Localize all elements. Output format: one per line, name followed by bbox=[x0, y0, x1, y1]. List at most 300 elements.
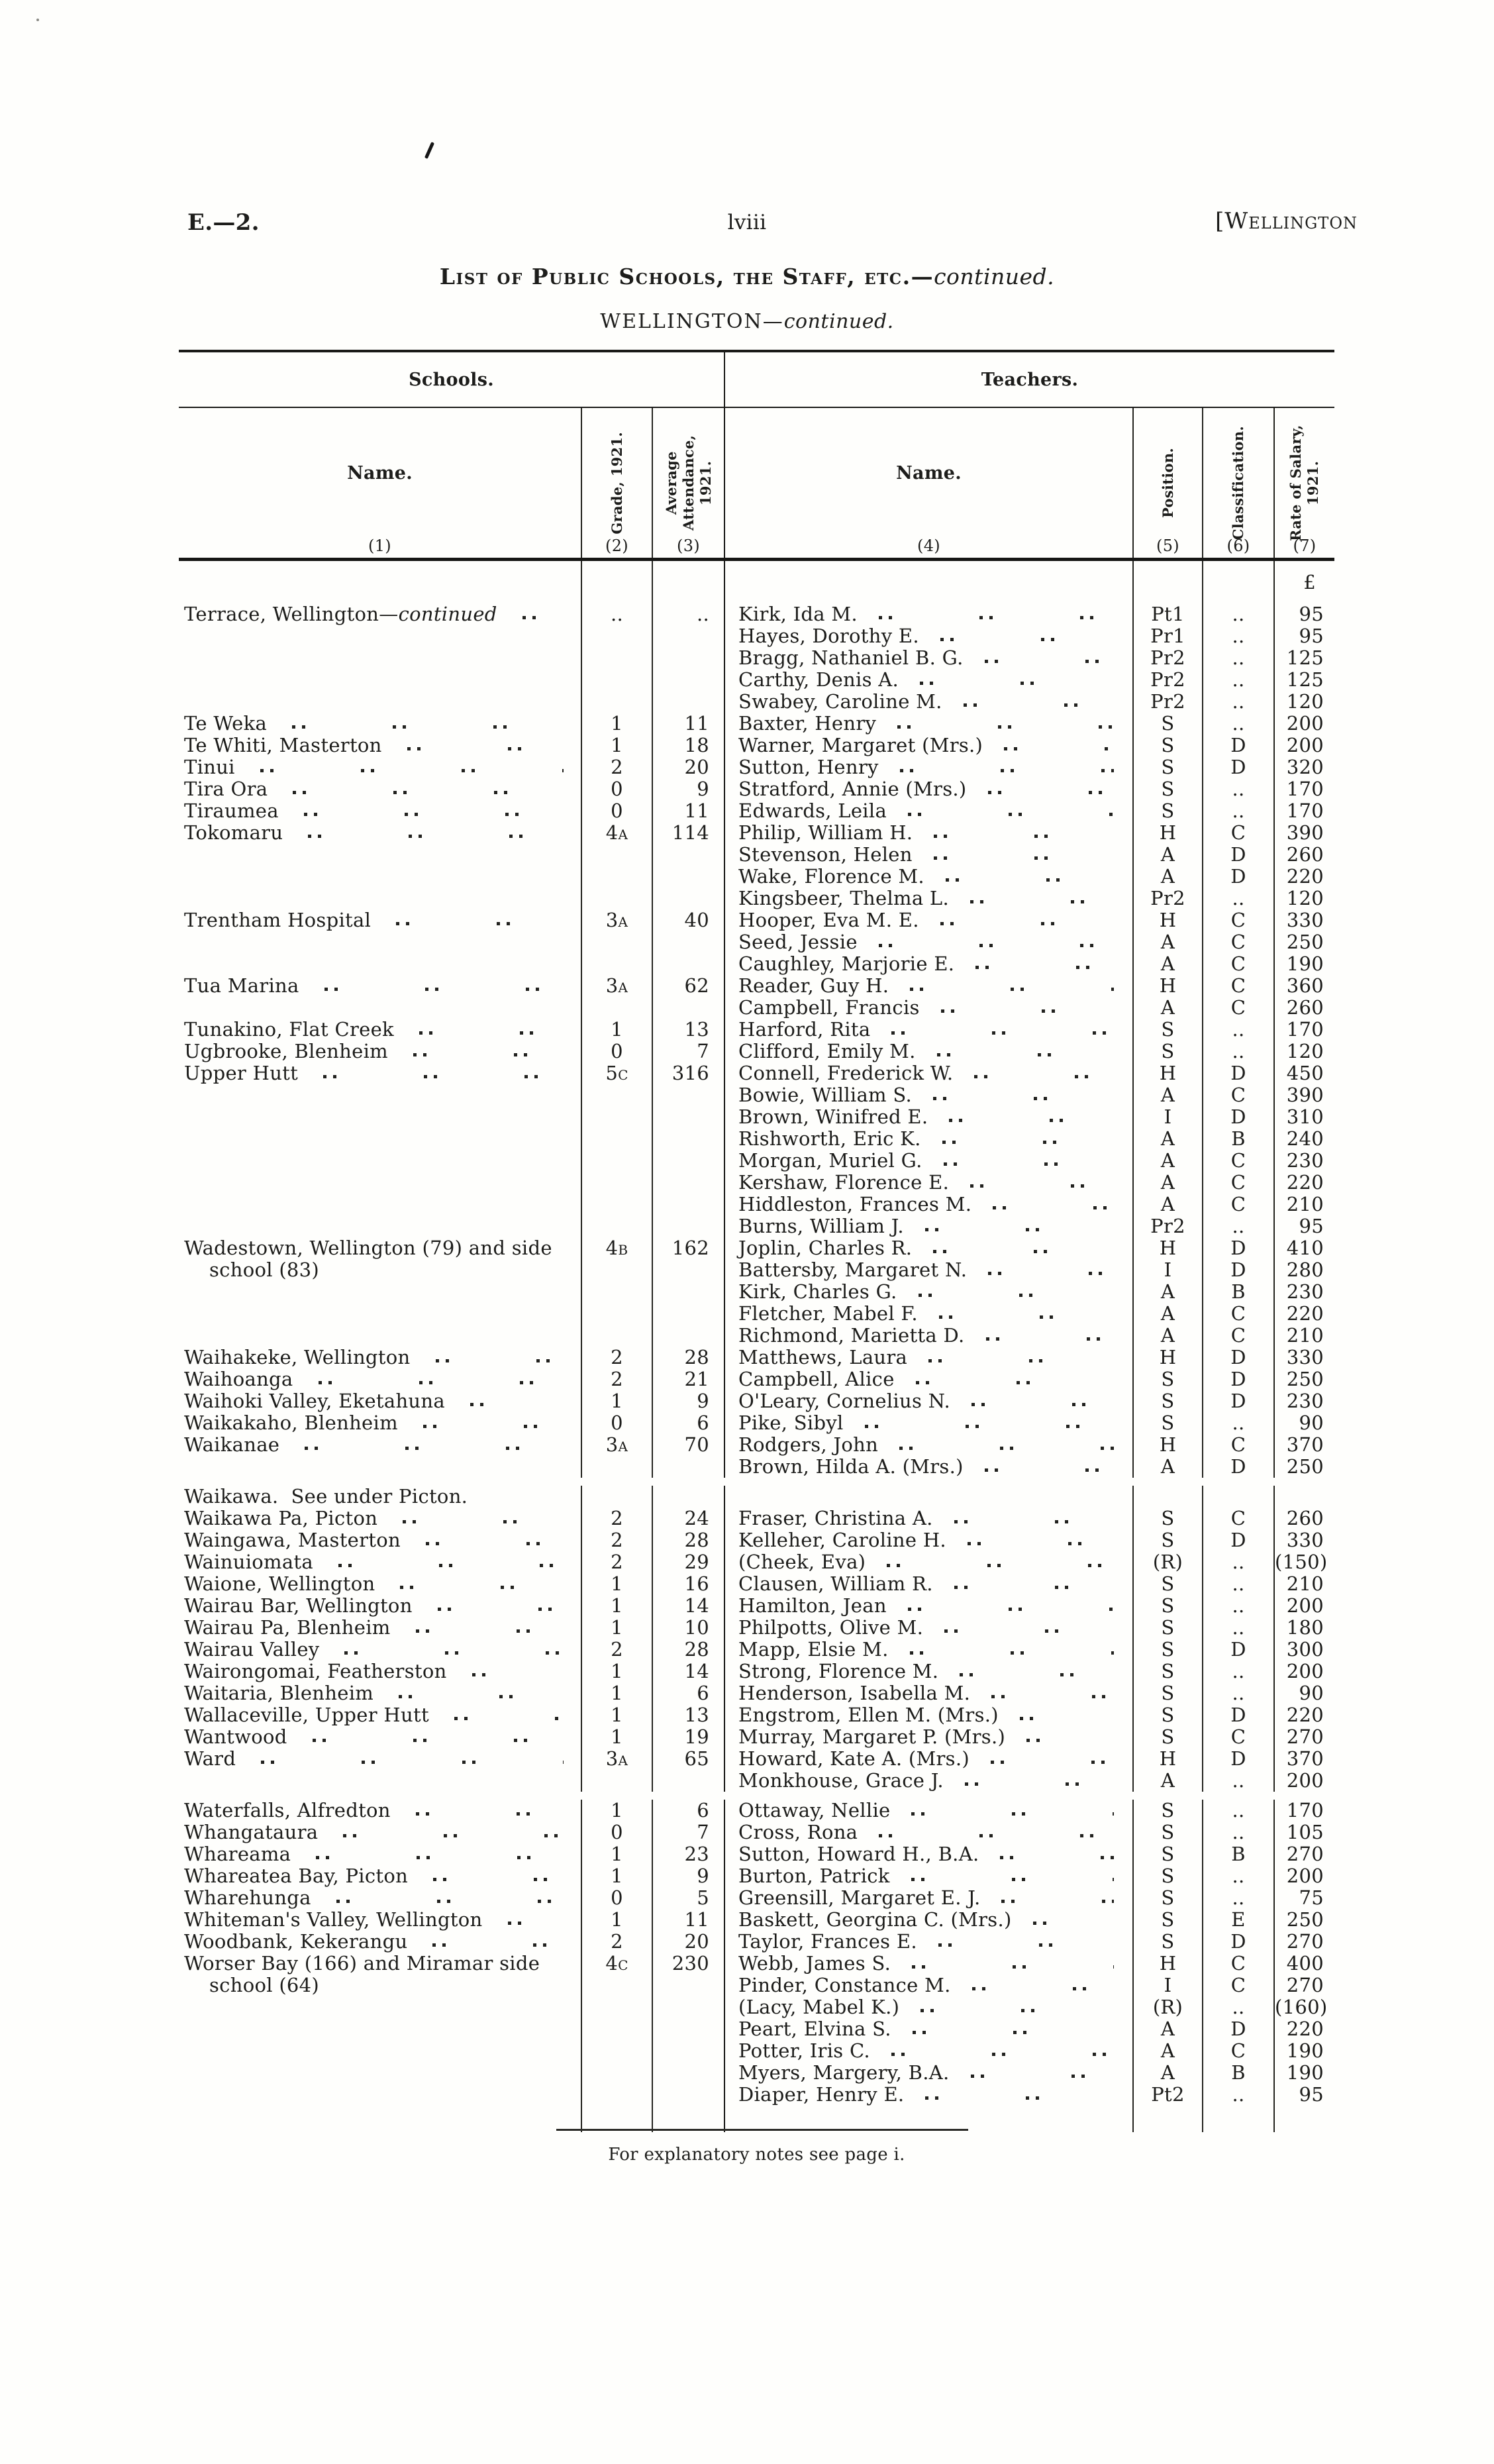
cell-position: S bbox=[1134, 1529, 1203, 1551]
cell-grade: 2 bbox=[582, 1639, 653, 1661]
dot-leaders bbox=[934, 856, 1114, 860]
cell-teacher bbox=[725, 1325, 1134, 1347]
cell-grade: 1 bbox=[582, 735, 653, 756]
cell-teacher bbox=[725, 844, 1134, 866]
table-row bbox=[179, 778, 1334, 800]
school-name: school (64) bbox=[209, 1974, 320, 1996]
cell-teacher bbox=[725, 561, 1134, 603]
cell-attendance bbox=[653, 931, 725, 953]
col-number: (6) bbox=[1226, 537, 1250, 555]
cell-position: H bbox=[1134, 1434, 1203, 1456]
dot-leaders bbox=[988, 1272, 1114, 1275]
cell-position: Pr2 bbox=[1134, 647, 1203, 669]
teacher-name: Pike, Sibyl bbox=[738, 1412, 844, 1434]
cell-salary: 170 bbox=[1286, 1799, 1324, 1822]
teacher-name: Henderson, Isabella M. bbox=[738, 1682, 971, 1704]
cell-grade: 1 bbox=[582, 1661, 653, 1682]
col-label: Average Attendance, 1921. bbox=[662, 435, 714, 531]
cell-classification bbox=[1203, 1486, 1275, 1508]
cell-grade bbox=[582, 1128, 653, 1150]
cell-teacher bbox=[725, 1456, 1134, 1478]
cell-attendance bbox=[653, 1281, 725, 1303]
cell-salary: 95 bbox=[1299, 625, 1324, 647]
cell-salary: 200 bbox=[1286, 1865, 1324, 1887]
cell-salary: 95 bbox=[1299, 603, 1324, 625]
table-row bbox=[179, 1822, 1334, 1843]
table-row bbox=[179, 1412, 1334, 1434]
cell-teacher bbox=[725, 975, 1134, 997]
cell-attendance: 230 bbox=[653, 1953, 725, 1975]
cell-salary: 330 bbox=[1286, 1529, 1324, 1551]
cell-teacher bbox=[725, 1347, 1134, 1368]
cell-attendance: 13 bbox=[653, 1704, 725, 1726]
teacher-name: O'Leary, Cornelius N. bbox=[738, 1390, 951, 1412]
cell-position: S bbox=[1134, 756, 1203, 778]
section-subtitle-main: WELLINGTON— bbox=[600, 310, 784, 333]
cell-school bbox=[179, 1368, 582, 1390]
dot-leaders bbox=[946, 878, 1114, 882]
cell-attendance: 7 bbox=[653, 1041, 725, 1062]
dot-leaders bbox=[965, 1782, 1114, 1786]
cell-grade: 1 bbox=[582, 713, 653, 735]
cell-salary: 400 bbox=[1286, 1952, 1324, 1975]
cell-attendance: 21 bbox=[653, 1368, 725, 1390]
cell-teacher bbox=[725, 1368, 1134, 1390]
group-header-schools: Schools. bbox=[179, 352, 725, 407]
table-row bbox=[179, 1748, 1334, 1770]
teacher-name: Battersby, Margaret N. bbox=[738, 1258, 968, 1281]
cell-position: S bbox=[1134, 1931, 1203, 1953]
col-label: Grade, 1921. bbox=[608, 431, 625, 535]
cell-attendance bbox=[653, 1128, 725, 1150]
teacher-name: Joplin, Charles R. bbox=[738, 1237, 913, 1259]
cell-attendance bbox=[653, 1996, 725, 2018]
school-name: Wairongomai, Featherston bbox=[184, 1660, 447, 1682]
cell-position: A bbox=[1134, 1325, 1203, 1347]
teacher-name: Cross, Rona bbox=[738, 1821, 858, 1843]
cell-school bbox=[179, 844, 582, 866]
teacher-name: Seed, Jessie bbox=[738, 931, 858, 953]
cell-salary: 200 bbox=[1286, 1769, 1324, 1792]
cell-classification: .. bbox=[1203, 1996, 1275, 2018]
cell-salary: 270 bbox=[1286, 1974, 1324, 1996]
dot-leaders bbox=[454, 1717, 564, 1720]
dot-leaders bbox=[433, 1878, 564, 1881]
dot-leaders bbox=[910, 1651, 1114, 1655]
school-name: Waikanae bbox=[184, 1433, 280, 1456]
cell-teacher bbox=[725, 669, 1134, 691]
cell-position: A bbox=[1134, 1194, 1203, 1215]
cell-attendance bbox=[653, 1150, 725, 1172]
cell-grade: 2 bbox=[582, 1931, 653, 1953]
cell-grade: 4b bbox=[582, 1237, 653, 1259]
cell-position: A bbox=[1134, 931, 1203, 953]
cell-grade bbox=[582, 669, 653, 691]
teacher-name: Rodgers, John bbox=[738, 1433, 879, 1456]
cell-classification: .. bbox=[1203, 691, 1275, 713]
cell-school bbox=[179, 669, 582, 691]
cell-teacher bbox=[725, 603, 1134, 625]
cell-attendance: 24 bbox=[653, 1508, 725, 1529]
dot-leaders bbox=[879, 944, 1114, 947]
dot-leaders bbox=[938, 1943, 1114, 1947]
cell-school bbox=[179, 691, 582, 713]
cell-attendance: 29 bbox=[653, 1551, 725, 1573]
cell-attendance: 6 bbox=[653, 1682, 725, 1704]
dot-leaders bbox=[908, 813, 1114, 816]
cell-teacher bbox=[725, 1062, 1134, 1084]
cell-school bbox=[179, 561, 582, 603]
cell-salary: 190 bbox=[1286, 2061, 1324, 2084]
table-row bbox=[179, 1661, 1334, 1682]
cell-school bbox=[179, 1325, 582, 1347]
cell-salary: 310 bbox=[1286, 1105, 1324, 1128]
cell-school bbox=[179, 1041, 582, 1062]
cell-attendance bbox=[653, 647, 725, 669]
cell-position: S bbox=[1134, 1639, 1203, 1661]
dot-leaders bbox=[925, 1228, 1114, 1231]
cell-teacher bbox=[725, 1303, 1134, 1325]
dot-leaders bbox=[423, 1425, 564, 1428]
cell-grade: 0 bbox=[582, 1887, 653, 1909]
teacher-name: Stevenson, Helen bbox=[738, 843, 913, 866]
school-name: Terrace, Wellington— bbox=[184, 603, 399, 625]
col-label: Classification. bbox=[1230, 425, 1246, 540]
cell-attendance bbox=[653, 1215, 725, 1237]
cell-school bbox=[179, 1215, 582, 1237]
cell-attendance bbox=[653, 1303, 725, 1325]
cell-classification: .. bbox=[1203, 1019, 1275, 1041]
table-row bbox=[179, 1887, 1334, 1909]
cell-classification bbox=[1203, 561, 1275, 603]
teacher-name: Fletcher, Mabel F. bbox=[738, 1302, 918, 1325]
table-body bbox=[179, 561, 1334, 2132]
cell-grade: 3a bbox=[582, 1434, 653, 1456]
cell-attendance: 7 bbox=[653, 1822, 725, 1843]
cell-attendance bbox=[653, 844, 725, 866]
table-row bbox=[179, 2040, 1334, 2062]
teacher-name: Kelleher, Caroline H. bbox=[738, 1529, 946, 1551]
cell-position: Pr2 bbox=[1134, 691, 1203, 713]
table-row bbox=[179, 1617, 1334, 1639]
teacher-name: Ottaway, Nellie bbox=[738, 1799, 891, 1822]
cell-attendance: 23 bbox=[653, 1843, 725, 1865]
school-name: Wainuiomata bbox=[184, 1551, 313, 1573]
table-row bbox=[179, 1865, 1334, 1887]
table-row bbox=[179, 1237, 1334, 1259]
cell-school bbox=[179, 953, 582, 975]
dot-leaders bbox=[964, 703, 1114, 707]
school-name: Ward bbox=[184, 1747, 236, 1770]
teacher-name: Burton, Patrick bbox=[738, 1865, 890, 1887]
dot-leaders bbox=[968, 1542, 1114, 1545]
dot-leaders bbox=[416, 1629, 564, 1633]
cell-school bbox=[179, 1237, 582, 1259]
table-row bbox=[179, 756, 1334, 778]
dot-leaders bbox=[928, 1359, 1114, 1362]
cell-position: S bbox=[1134, 1704, 1203, 1726]
table-row bbox=[179, 975, 1334, 997]
cell-teacher bbox=[725, 778, 1134, 800]
cell-position: H bbox=[1134, 1347, 1203, 1368]
col-number: (7) bbox=[1293, 537, 1317, 555]
dot-leaders bbox=[934, 835, 1114, 838]
cell-classification: D bbox=[1203, 1931, 1275, 1953]
cell-attendance bbox=[653, 1770, 725, 1792]
table-row bbox=[179, 2106, 1334, 2132]
cell-classification: B bbox=[1203, 1281, 1275, 1303]
cell-grade: 0 bbox=[582, 1041, 653, 1062]
cell-position: S bbox=[1134, 800, 1203, 822]
table-row bbox=[179, 1019, 1334, 1041]
school-name: Wairau Valley bbox=[184, 1638, 320, 1661]
teacher-name: Reader, Guy H. bbox=[738, 974, 889, 997]
cell-school bbox=[179, 1281, 582, 1303]
school-name: Waihakeke, Wellington bbox=[184, 1346, 411, 1368]
cell-school bbox=[179, 1748, 582, 1770]
table-row bbox=[179, 1325, 1334, 1347]
cell-classification: B bbox=[1203, 1843, 1275, 1865]
table-row bbox=[179, 669, 1334, 691]
table-row bbox=[179, 1843, 1334, 1865]
cell-salary: 105 bbox=[1286, 1821, 1324, 1843]
cell-classification: D bbox=[1203, 1704, 1275, 1726]
cell-school bbox=[179, 1508, 582, 1529]
table-row bbox=[179, 1150, 1334, 1172]
cell-classification: D bbox=[1203, 1368, 1275, 1390]
table-row bbox=[179, 1215, 1334, 1237]
teacher-name: (Cheek, Eva) bbox=[738, 1551, 866, 1573]
col-header-grade bbox=[582, 408, 653, 558]
dot-leaders bbox=[323, 1075, 564, 1078]
table-row bbox=[179, 1062, 1334, 1084]
table-row bbox=[179, 1975, 1334, 1996]
cell-grade bbox=[582, 691, 653, 713]
cell-school bbox=[179, 1887, 582, 1909]
school-name: Trentham Hospital bbox=[184, 909, 372, 931]
cell-position: H bbox=[1134, 909, 1203, 931]
school-name: school (83) bbox=[209, 1258, 320, 1281]
cell-grade bbox=[582, 1084, 653, 1106]
dot-leaders bbox=[865, 1425, 1114, 1428]
cell-attendance bbox=[653, 625, 725, 647]
cell-teacher bbox=[725, 1019, 1134, 1041]
cell-classification: .. bbox=[1203, 2084, 1275, 2106]
table-row bbox=[179, 603, 1334, 625]
cell-teacher bbox=[725, 647, 1134, 669]
cell-position: (R) bbox=[1134, 1551, 1203, 1573]
cell-position: I bbox=[1134, 1106, 1203, 1128]
table-row bbox=[179, 735, 1334, 756]
dot-leaders bbox=[1001, 1900, 1114, 1903]
teacher-name: Philpotts, Olive M. bbox=[738, 1616, 924, 1639]
dot-leaders bbox=[472, 1673, 564, 1676]
dot-leaders bbox=[897, 725, 1114, 729]
cell-salary: 200 bbox=[1286, 712, 1324, 735]
cell-school bbox=[179, 1726, 582, 1748]
dot-leaders bbox=[879, 616, 1114, 619]
cell-attendance: 20 bbox=[653, 1931, 725, 1953]
cell-position: A bbox=[1134, 844, 1203, 866]
cell-classification: .. bbox=[1203, 625, 1275, 647]
school-name: Wantwood bbox=[184, 1725, 287, 1748]
table-row bbox=[179, 1172, 1334, 1194]
cell-attendance bbox=[653, 2018, 725, 2040]
cell-classification: .. bbox=[1203, 1865, 1275, 1887]
cell-classification: D bbox=[1203, 1456, 1275, 1478]
cell-teacher bbox=[725, 1682, 1134, 1704]
teacher-name: Sutton, Howard H., B.A. bbox=[738, 1843, 979, 1865]
cell-classification: .. bbox=[1203, 669, 1275, 691]
cell-school bbox=[179, 1770, 582, 1792]
cell-teacher bbox=[725, 1237, 1134, 1259]
school-name: Wairau Bar, Wellington bbox=[184, 1594, 413, 1617]
cell-teacher bbox=[725, 1748, 1134, 1770]
cell-teacher bbox=[725, 1434, 1134, 1456]
dot-leaders bbox=[400, 1586, 564, 1589]
cell-grade bbox=[582, 1770, 653, 1792]
cell-teacher bbox=[725, 691, 1134, 713]
school-name: Tokomaru bbox=[184, 821, 283, 844]
cell-position: A bbox=[1134, 2018, 1203, 2040]
cell-classification: C bbox=[1203, 1325, 1275, 1347]
dot-leaders bbox=[933, 1097, 1114, 1100]
explanatory-footnote: For explanatory notes see page i. bbox=[608, 2145, 905, 2165]
cell-classification: C bbox=[1203, 1172, 1275, 1194]
cell-grade bbox=[582, 1259, 653, 1281]
table-row bbox=[179, 1551, 1334, 1573]
cell-salary: 250 bbox=[1286, 1455, 1324, 1478]
dot-leaders bbox=[436, 1359, 564, 1362]
cell-attendance: 16 bbox=[653, 1573, 725, 1595]
cell-school bbox=[179, 625, 582, 647]
cell-teacher bbox=[725, 1194, 1134, 1215]
cell-attendance bbox=[653, 1084, 725, 1106]
dot-leaders bbox=[910, 988, 1114, 991]
cell-attendance bbox=[653, 1106, 725, 1128]
cell-salary: 90 bbox=[1299, 1682, 1324, 1704]
teacher-name: Hiddleston, Frances M. bbox=[738, 1193, 972, 1215]
cell-school bbox=[179, 1434, 582, 1456]
cell-classification: .. bbox=[1203, 800, 1275, 822]
dot-leaders bbox=[911, 1878, 1114, 1881]
cell-grade: 0 bbox=[582, 800, 653, 822]
dot-leaders bbox=[940, 922, 1114, 925]
cell-grade bbox=[582, 1325, 653, 1347]
dot-leaders bbox=[879, 1834, 1114, 1837]
page-title bbox=[0, 264, 1494, 289]
teacher-name: Diaper, Henry E. bbox=[738, 2083, 905, 2106]
cell-school bbox=[179, 909, 582, 931]
cell-position: A bbox=[1134, 1128, 1203, 1150]
cell-salary: 250 bbox=[1286, 931, 1324, 953]
table-group-header bbox=[179, 350, 1334, 408]
ink-mark bbox=[424, 142, 434, 159]
school-name: Waikawa. See under Picton. bbox=[184, 1485, 468, 1508]
teacher-name: Burns, William J. bbox=[738, 1215, 904, 1237]
school-name: Whareatea Bay, Picton bbox=[184, 1865, 409, 1887]
col-number: (1) bbox=[368, 537, 391, 555]
dot-leaders bbox=[336, 1900, 564, 1903]
cell-grade: 1 bbox=[582, 1595, 653, 1617]
teacher-name: Connell, Frederick W. bbox=[738, 1062, 954, 1084]
cell-classification: .. bbox=[1203, 1595, 1275, 1617]
cell-grade: 3a bbox=[582, 1748, 653, 1770]
cell-position: S bbox=[1134, 778, 1203, 800]
cell-position: A bbox=[1134, 1281, 1203, 1303]
dot-leaders bbox=[899, 1447, 1114, 1450]
cell-position: S bbox=[1134, 1595, 1203, 1617]
table-row bbox=[179, 909, 1334, 931]
table-row bbox=[179, 1704, 1334, 1726]
cell-grade: 2 bbox=[582, 1508, 653, 1529]
cell-school bbox=[179, 1019, 582, 1041]
cell-attendance: 70 bbox=[653, 1434, 725, 1456]
teacher-name: Clifford, Emily M. bbox=[738, 1040, 916, 1062]
teacher-name: Edwards, Leila bbox=[738, 799, 887, 822]
cell-position: S bbox=[1134, 1865, 1203, 1887]
cell-school bbox=[179, 866, 582, 888]
table-row bbox=[179, 1486, 1334, 1508]
cell-attendance bbox=[653, 2106, 725, 2132]
cell-teacher bbox=[725, 909, 1134, 931]
dot-leaders bbox=[937, 1053, 1114, 1056]
table-row bbox=[179, 1106, 1334, 1128]
table-column-header bbox=[179, 408, 1334, 561]
col-header-teacher-name bbox=[725, 408, 1134, 558]
cell-grade: 2 bbox=[582, 756, 653, 778]
school-name: Waitaria, Blenheim bbox=[184, 1682, 374, 1704]
cell-salary: 230 bbox=[1286, 1390, 1324, 1412]
cell-salary: 260 bbox=[1286, 843, 1324, 866]
cell-grade bbox=[582, 1996, 653, 2018]
dot-leaders bbox=[921, 2009, 1114, 2012]
cell-grade: 0 bbox=[582, 1412, 653, 1434]
dot-leaders bbox=[313, 1739, 564, 1742]
cell-position: H bbox=[1134, 1237, 1203, 1259]
cell-salary: 220 bbox=[1286, 1302, 1324, 1325]
dot-leaders bbox=[941, 1009, 1114, 1013]
cell-attendance: 114 bbox=[653, 822, 725, 844]
cell-school bbox=[179, 778, 582, 800]
cell-teacher bbox=[725, 953, 1134, 975]
school-name: Wharehunga bbox=[184, 1886, 311, 1909]
cell-school bbox=[179, 1953, 582, 1975]
dot-leaders bbox=[344, 1651, 564, 1655]
cell-attendance: 11 bbox=[653, 1909, 725, 1931]
cell-teacher bbox=[725, 1909, 1134, 1931]
cell-attendance bbox=[653, 1172, 725, 1194]
schools-staff-table bbox=[179, 350, 1334, 2132]
cell-position: S bbox=[1134, 1041, 1203, 1062]
cell-classification: .. bbox=[1203, 713, 1275, 735]
cell-teacher bbox=[725, 1800, 1134, 1822]
cell-school bbox=[179, 2018, 582, 2040]
cell-attendance bbox=[653, 1456, 725, 1478]
cell-salary: 390 bbox=[1286, 1084, 1324, 1106]
cell-classification: D bbox=[1203, 1390, 1275, 1412]
cell-attendance bbox=[653, 1486, 725, 1508]
cell-attendance: 14 bbox=[653, 1661, 725, 1682]
cell-attendance: 11 bbox=[653, 800, 725, 822]
cell-teacher bbox=[725, 1106, 1134, 1128]
table-row bbox=[179, 625, 1334, 647]
cell-school bbox=[179, 800, 582, 822]
cell-attendance: 19 bbox=[653, 1726, 725, 1748]
cell-attendance: 9 bbox=[653, 1390, 725, 1412]
dot-leaders bbox=[304, 813, 564, 816]
teacher-name: Kershaw, Florence E. bbox=[738, 1171, 950, 1194]
